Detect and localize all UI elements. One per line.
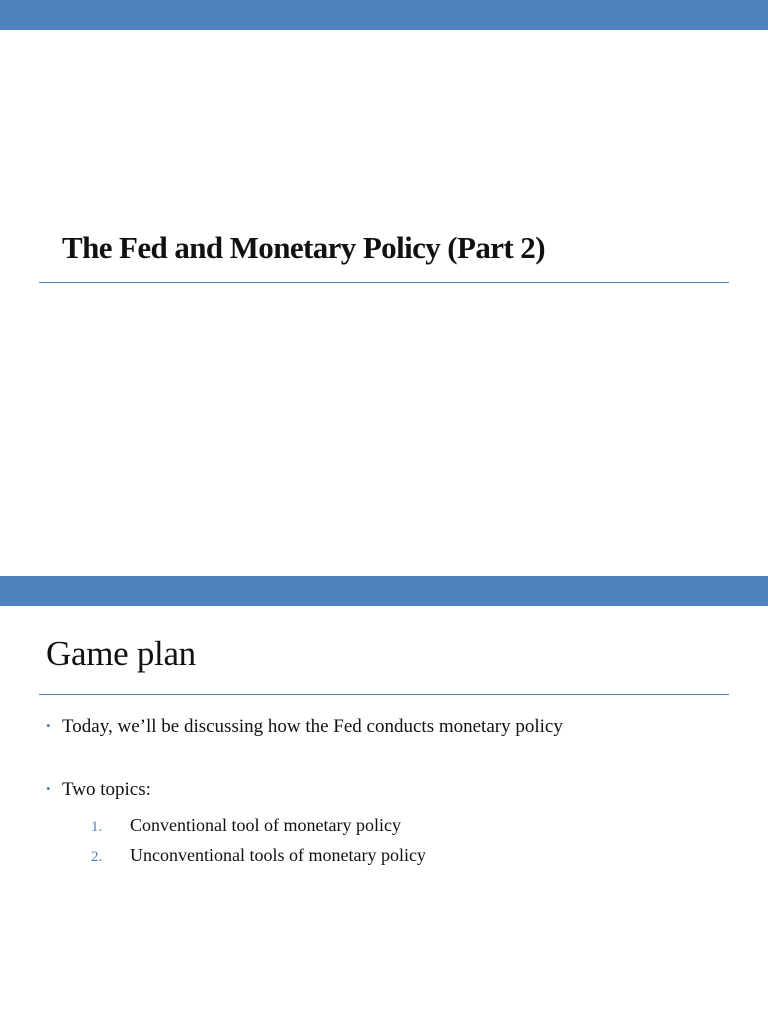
bullet-icon: • (46, 781, 51, 796)
item-number: 2. (91, 849, 103, 865)
bullet-text: Today, we’ll be discussing how the Fed conducts monetary policy (62, 716, 563, 737)
item-text: Unconventional tools of monetary policy (130, 845, 426, 865)
numbered-item (91, 845, 426, 866)
bullet-item (46, 716, 563, 738)
slide-game-plan (0, 576, 768, 1024)
slide-header-bar (0, 0, 768, 30)
item-number: 1. (91, 819, 103, 835)
numbered-item (91, 815, 401, 836)
slide-header-bar (0, 576, 768, 606)
heading-divider (39, 694, 729, 695)
presentation-title: The Fed and Monetary Policy (Part 2) (62, 230, 545, 265)
title-divider (39, 282, 729, 283)
slide-heading: Game plan (46, 634, 196, 673)
item-text: Conventional tool of monetary policy (130, 815, 401, 835)
bullet-text: Two topics: (62, 779, 151, 800)
bullet-item (46, 779, 151, 801)
bullet-icon: • (46, 718, 51, 733)
